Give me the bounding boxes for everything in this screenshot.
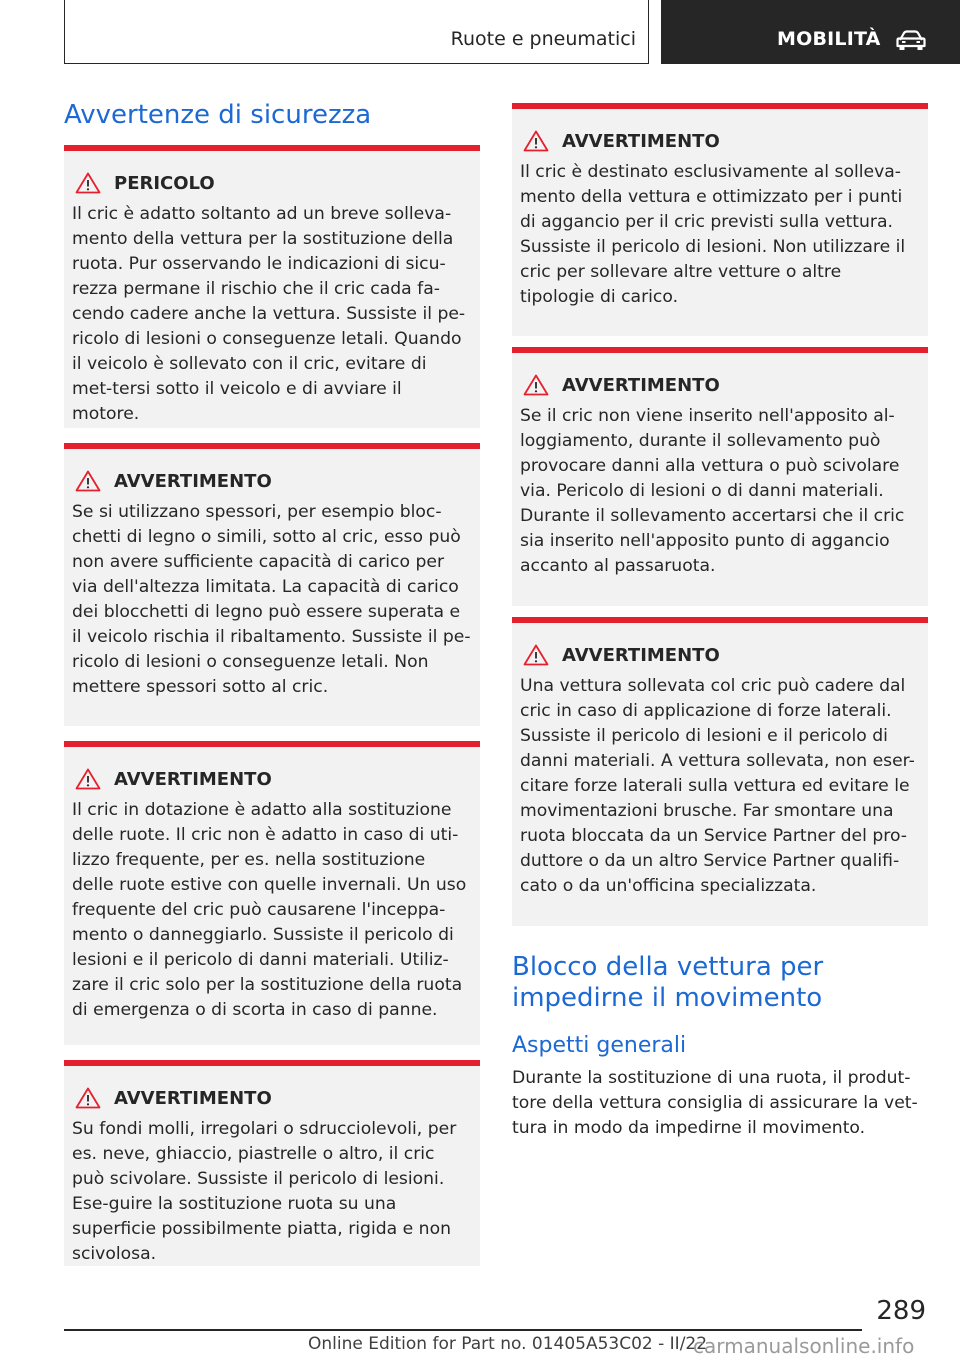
warning-title: AVVERTIMENTO: [114, 768, 272, 790]
danger-box: [64, 145, 480, 428]
warning-header: [72, 171, 472, 195]
warning-title: AVVERTIMENTO: [114, 1087, 272, 1109]
warning-box: [512, 347, 928, 606]
left-column: [64, 100, 480, 1266]
warning-text: Il cric è adatto soltanto ad un breve solleva-mento della vettura per la sostituzione della ruota. Pur osservando le indicazioni di sicu-rezza permane il rischio che il cric cada fa-cendo cadere anche la vettura. Sussiste il pe-ricolo di lesioni o conseguenze letali. Quando il veicolo è sollevato con il cric, evitare di met-tersi sotto il veicolo e di avviare il motore.: [72, 204, 466, 424]
warning-box: [64, 443, 480, 726]
warning-triangle-icon: [75, 470, 101, 492]
right-column: [512, 103, 928, 1141]
warning-header: [72, 767, 472, 791]
body-paragraph: Durante la sostituzione di una ruota, il produt-tore della vettura consiglia di assicurare la vet-tura in modo da impedirne il movimento.: [512, 1068, 918, 1138]
warning-box: [64, 741, 480, 1045]
edition-footer: Online Edition for Part no. 01405A53C02 - II/22: [308, 1334, 708, 1354]
warning-box: [512, 103, 928, 336]
warning-triangle-icon: [523, 130, 549, 152]
warning-text: Se il cric non viene inserito nell'apposito al-loggiamento, durante il sollevamento può provocare danni alla vettura o può scivolare via. Pericolo di lesioni o di danni materiali. Durante il sollevamento accertarsi che il cric sia inserito nell'apposito punto di aggancio accanto al passaruota.: [520, 406, 905, 576]
warning-triangle-icon: [75, 172, 101, 194]
header-section-label: Ruote e pneumatici: [450, 28, 636, 50]
footer-divider: [64, 1329, 862, 1331]
warning-triangle-icon: [523, 374, 549, 396]
warning-triangle-icon: [75, 768, 101, 790]
warning-triangle-icon: [523, 644, 549, 666]
page-number: 289: [876, 1296, 926, 1326]
warning-header: [520, 643, 920, 667]
section-heading: Blocco della vettura per impedirne il movimento: [512, 952, 824, 1013]
warning-text: Il cric in dotazione è adatto alla sostituzione delle ruote. Il cric non è adatto in caso di uti-lizzo frequente, per es. nella sostituzione delle ruote estive con quelle invernali. Un uso frequente del cric può causarene l'inceppa-mento o danneggiarlo. Sussiste il pericolo di lesioni e il pericolo di danni materiali. Utiliz-zare il cric solo per la sostituzione della ruota di emergenza o di scorta in caso di panne.: [72, 800, 467, 1020]
header-section-tab: [64, 0, 649, 64]
warning-text: Il cric è destinato esclusivamente al solleva-mento della vettura e ottimizzato per i punti di aggancio per il cric previsti sulla vettura. Sussiste il pericolo di lesioni. Non utilizzare il cric per sollevare altre vetture o altre tipologie di carico.: [520, 162, 906, 307]
warning-header: [72, 1086, 472, 1110]
warning-triangle-icon: [75, 1087, 101, 1109]
warning-header: [520, 373, 920, 397]
warning-title: PERICOLO: [114, 172, 215, 194]
section-heading: Avvertenze di sicurezza: [64, 100, 372, 130]
warning-box: [512, 617, 928, 926]
header-chapter-tab: [661, 0, 960, 64]
warning-title: AVVERTIMENTO: [114, 470, 272, 492]
warning-box: [64, 1060, 480, 1266]
warning-header: [520, 129, 920, 153]
warning-text: Su fondi molli, irregolari o sdrucciolevoli, per es. neve, ghiaccio, piastrelle o altro, il cric può scivolare. Sussiste il pericolo di lesioni. Ese-guire la sostituzione ruota su una superficie possibilmente piatta, rigida e non scivolosa.: [72, 1119, 457, 1264]
warning-title: AVVERTIMENTO: [562, 130, 720, 152]
warning-title: AVVERTIMENTO: [562, 644, 720, 666]
watermark: carmanualsonline.info: [693, 1334, 915, 1358]
header-chapter-label: MOBILITÀ: [777, 28, 881, 50]
warning-text: Una vettura sollevata col cric può cadere dal cric in caso di applicazione di forze laterali. Sussiste il pericolo di lesioni e il pericolo di danni materiali. A vettura sollevata, non eser-citare forze laterali sulla vettura ed evitare le movimentazioni brusche. Far smontare una ruota bloccata da un Service Partner del pro-duttore o da un altro Service Partner qualifi-cato o da un'officina specializzata.: [520, 676, 915, 896]
warning-title: AVVERTIMENTO: [562, 374, 720, 396]
warning-header: [72, 469, 472, 493]
car-icon: [895, 28, 927, 52]
subsection-heading: Aspetti generali: [512, 1033, 687, 1058]
warning-text: Se si utilizzano spessori, per esempio bloc-chetti di legno o simili, sotto al cric, esso può non avere sufficiente capacità di carico per via dell'altezza limitata. La capacità di carico dei blocchetti di legno può essere superata e il veicolo rischia il ribaltamento. Sussiste il pe-ricolo di lesioni o conseguenze letali. Non mettere spessori sotto al cric.: [72, 502, 471, 697]
